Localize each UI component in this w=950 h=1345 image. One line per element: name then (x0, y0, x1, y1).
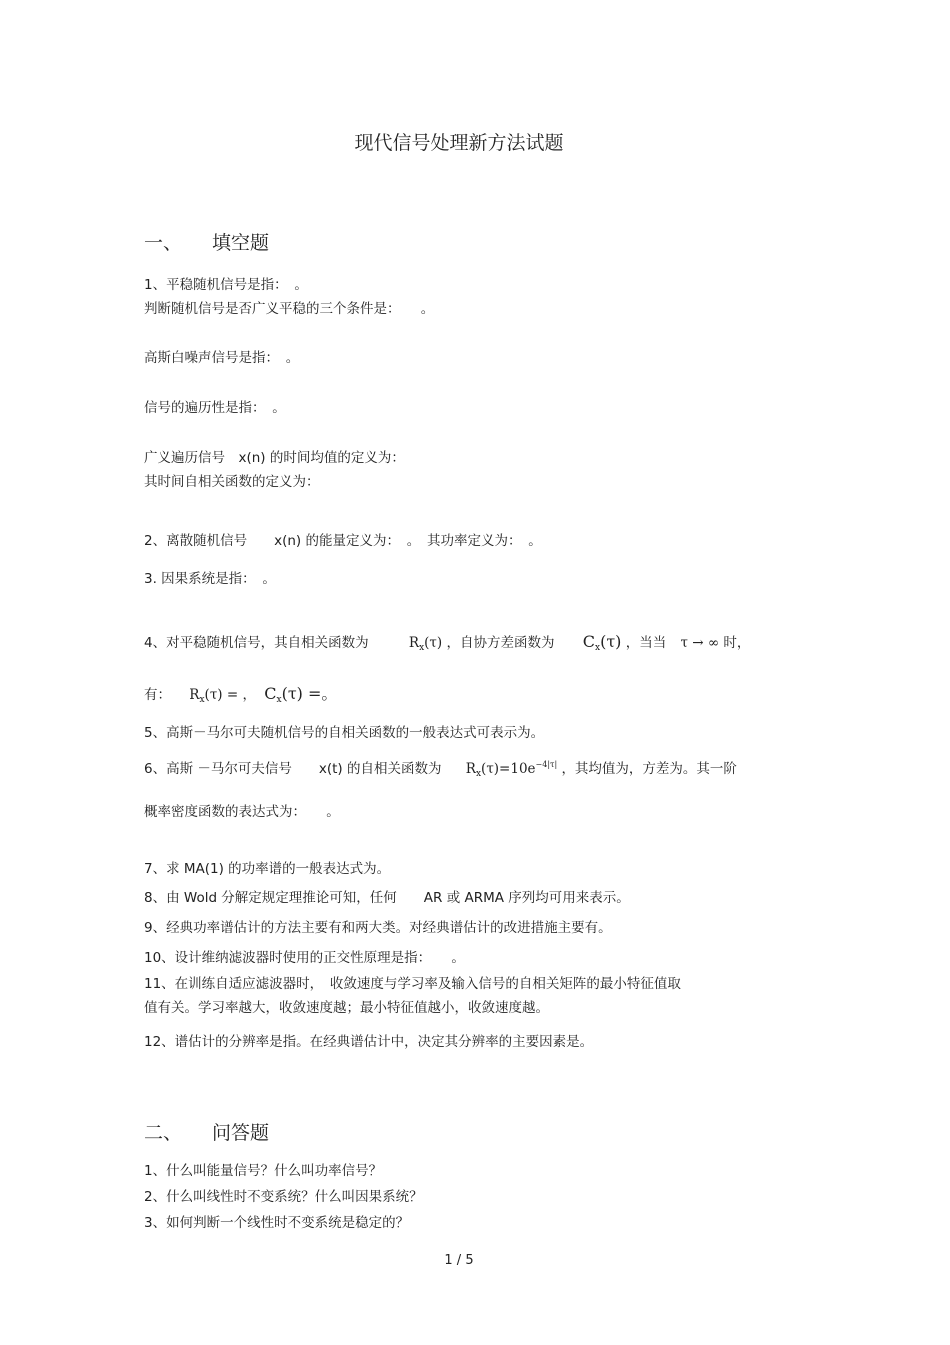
section-2-title: 问答题 (212, 1122, 270, 1144)
q5-line: 5、高斯－马尔可夫随机信号的自相关函数的一般表达式可表示为。 (144, 725, 545, 741)
page-title: 现代信号处理新方法试题 (354, 132, 564, 154)
q10-line: 10、设计维纳滤波器时使用的正交性原理是指： 。 (144, 950, 465, 966)
q4-line-1 (144, 631, 750, 653)
q11-line-1: 11、在训练自适应滤波器时， 收敛速度与学习率及输入信号的自相关矩阵的最小特征值取 (144, 976, 681, 992)
q6-formula: $R_x(\tau)=10e^{-4|\tau|}$ (465, 760, 558, 779)
q4-pre: 4、对平稳随机信号，其自相关函数为 (144, 635, 369, 651)
q4-have: 有： (144, 687, 171, 703)
q9-line: 9、经典功率谱估计的方法主要有和两大类。对经典谱估计的改进措施主要有。 (144, 920, 612, 936)
q3-line: 3. 因果系统是指： 。 (144, 571, 276, 587)
q4-cx: $C_x(\tau)$ (582, 632, 622, 653)
q1-line-1: 1、平稳随机信号是指： 。 (144, 277, 308, 293)
s2-q3-line: 3、如何判断一个线性时不变系统是稳定的？ (144, 1215, 410, 1231)
q4-rx: $R_x(\tau)$ (408, 635, 443, 653)
q4-mid: ，自协方差函数为 (446, 635, 555, 651)
q1-line-2: 判断随机信号是否广义平稳的三个条件是： 。 (144, 301, 435, 317)
section-2-number: 二、 (144, 1122, 183, 1144)
q2-line: 2、离散随机信号 x(n) 的能量定义为： 。 其功率定义为： 。 (144, 533, 542, 549)
page-number: 1 / 5 (444, 1253, 474, 1268)
q12-line: 12、谱估计的分辨率是指。在经典谱估计中，决定其分辨率的主要因素是。 (144, 1034, 594, 1050)
q4-cx-eq: $C_x(\tau)$ =。 (264, 684, 338, 705)
q11-line-2: 值有关。学习率越大，收敛速度越；最小特征值越小，收敛速度越。 (144, 1000, 549, 1016)
q4-end: 时， (723, 635, 751, 651)
q4-tau-inf: τ → ∞ (680, 635, 720, 651)
q8-line: 8、由 Wold 分解定规定理推论可知，任何 AR 或 ARMA 序列均可用来表示。 (144, 890, 630, 906)
section-1-number: 一、 (144, 232, 183, 254)
q6-line-2: 概率密度函数的表达式为： 。 (144, 804, 340, 820)
q1-line-5: 广义遍历信号 x(n) 的时间均值的定义为： (144, 450, 405, 466)
s2-q2-line: 2、什么叫线性时不变系统？什么叫因果系统？ (144, 1189, 423, 1205)
q4-when: ，当当 (625, 635, 667, 651)
q4-line-2 (144, 681, 337, 705)
section-2-heading (144, 1118, 444, 1144)
s2-q1-line: 1、什么叫能量信号？什么叫功率信号？ (144, 1163, 383, 1179)
q6-post: ，其均值为，方差为。其一阶 (561, 761, 737, 777)
q4-rx-eq: $R_x(\tau)$ = ， (189, 687, 256, 705)
q1-line-3: 高斯白噪声信号是指： 。 (144, 350, 300, 366)
section-1-heading (144, 228, 444, 254)
q1-line-6: 其时间自相关函数的定义为： (144, 474, 320, 490)
q7-line: 7、求 MA(1) 的功率谱的一般表达式为。 (144, 861, 391, 877)
section-1-title: 填空题 (212, 232, 270, 254)
q6-line-1 (144, 757, 737, 779)
q6-pre: 6、高斯 －马尔可夫信号 x(t) 的自相关函数为 (144, 761, 442, 777)
q1-line-4: 信号的遍历性是指： 。 (144, 400, 286, 416)
